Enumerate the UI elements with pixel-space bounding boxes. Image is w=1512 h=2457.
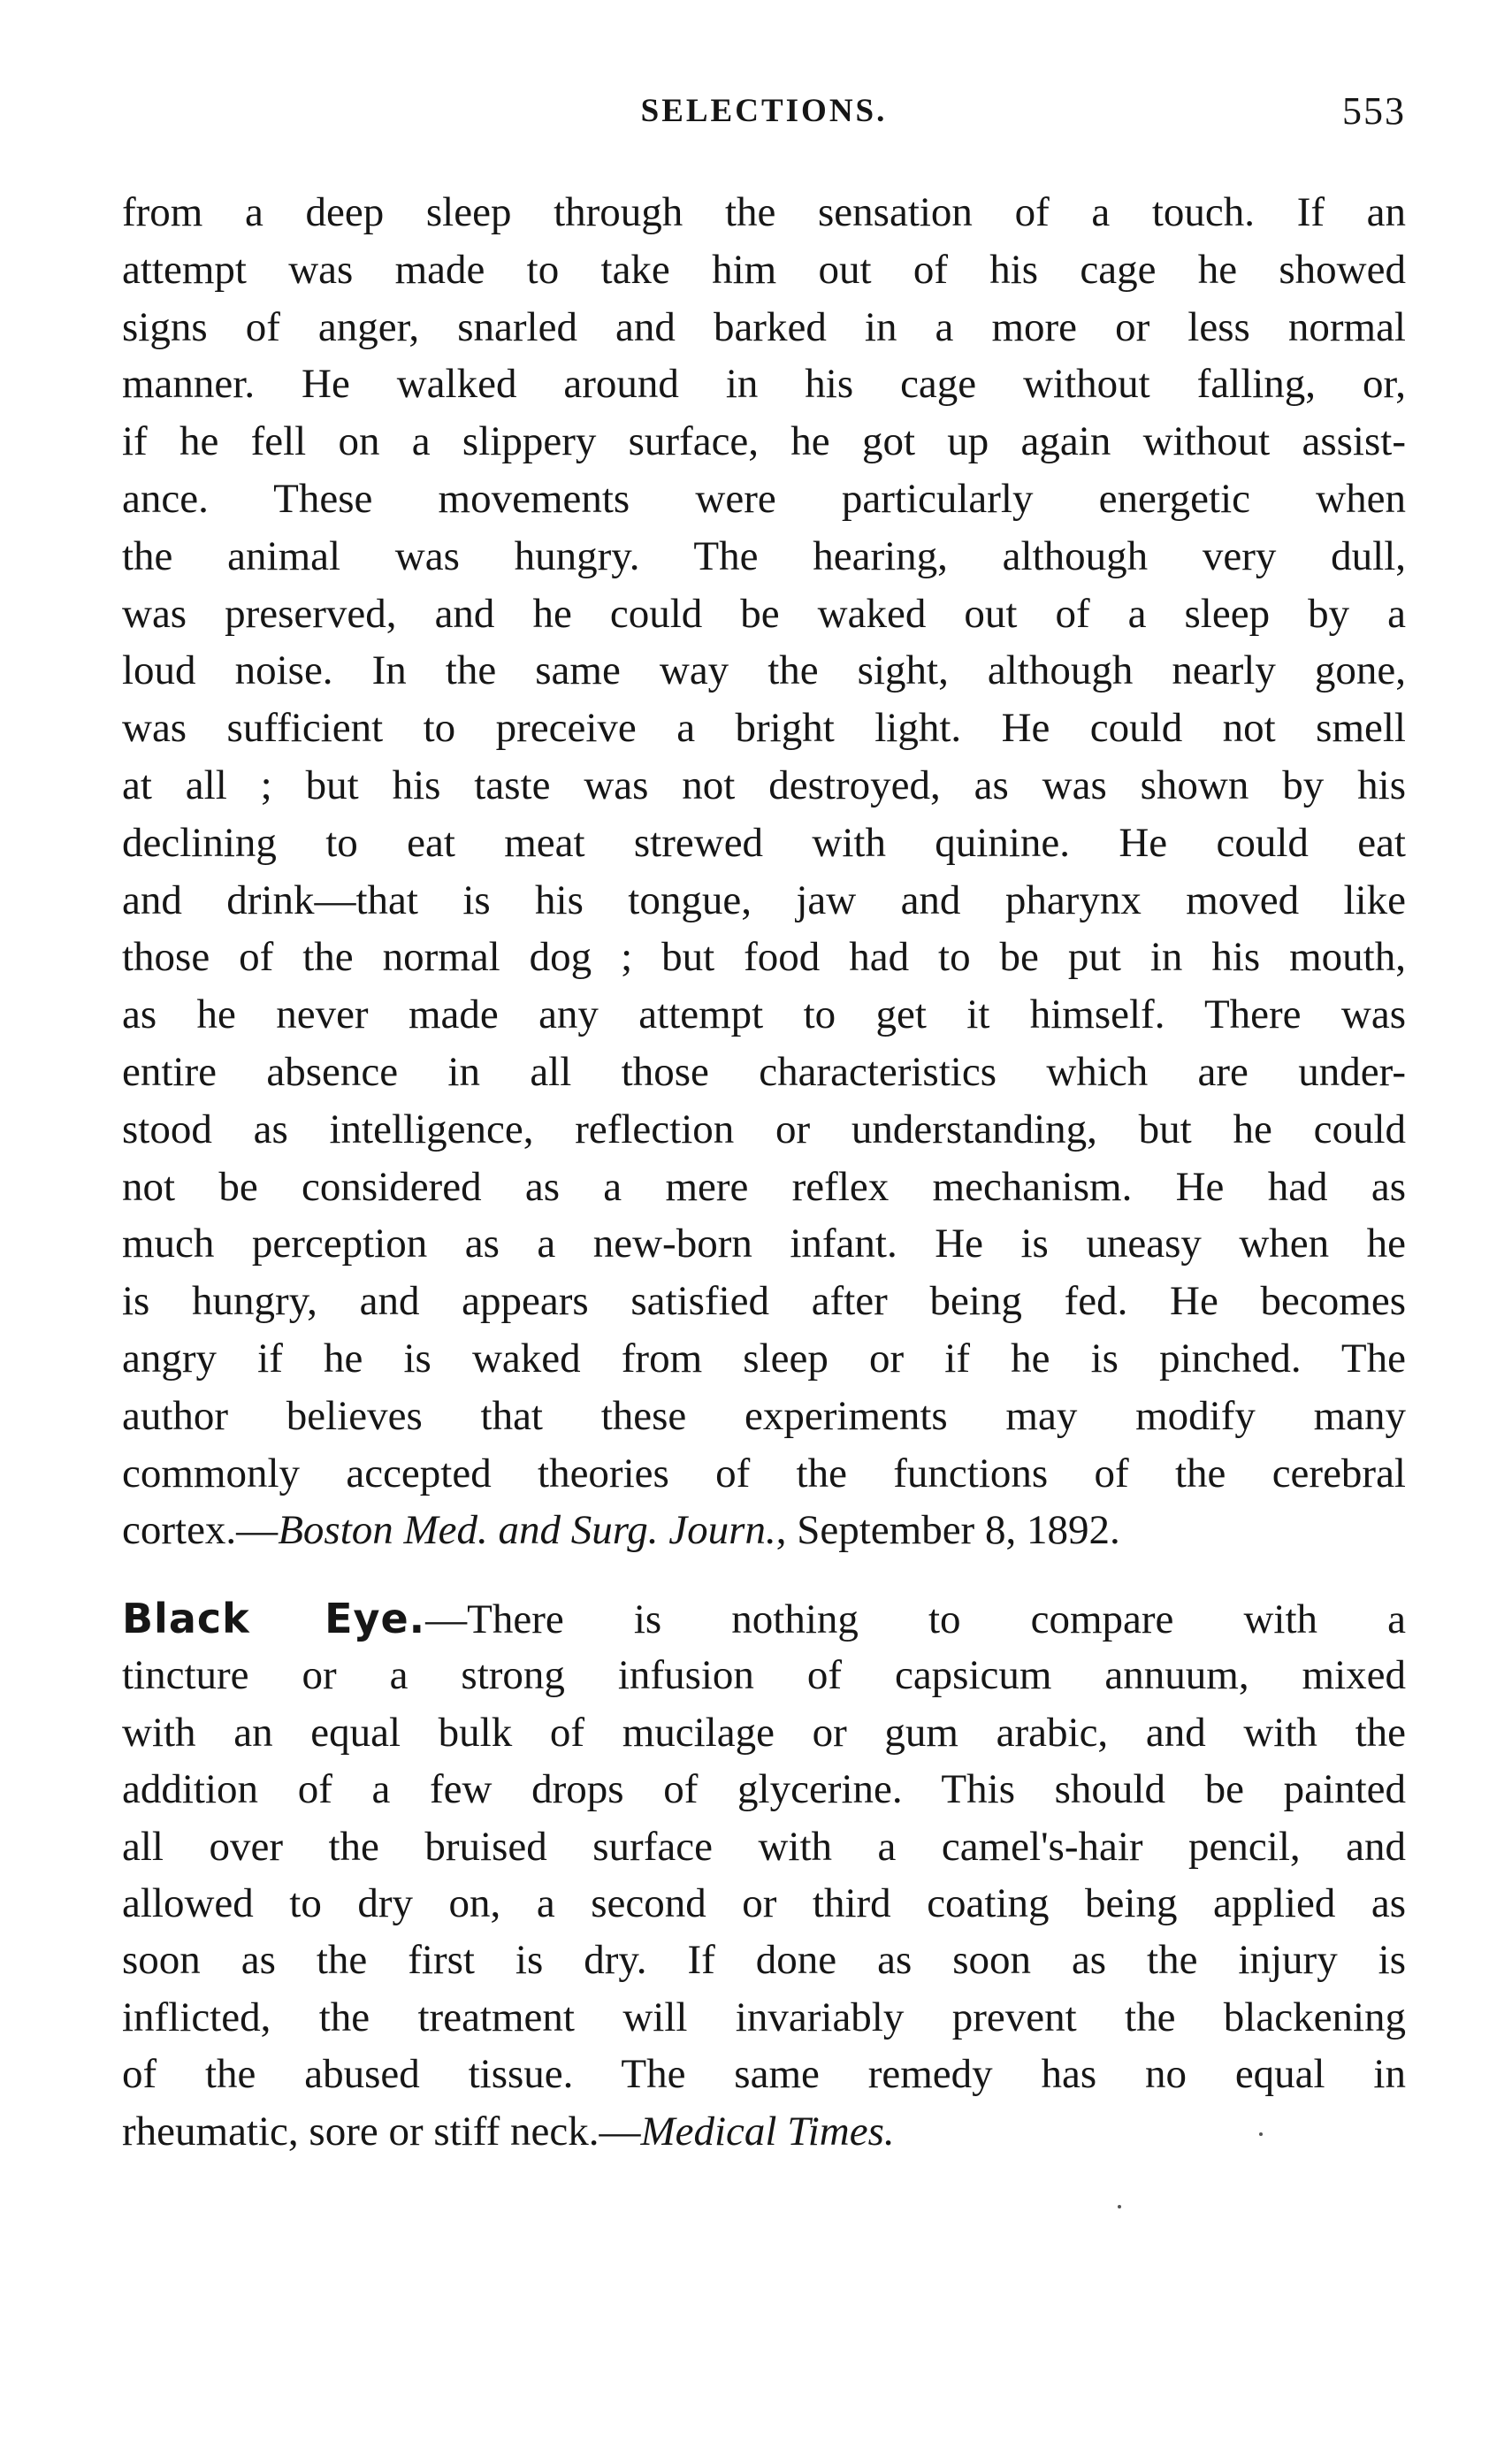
text-line: manner. He walked around in his cage without falling, or,: [122, 361, 1406, 408]
text-line: is hungry, and appears satisfied after being fed. He becomes: [122, 1278, 1406, 1325]
text-line: if he fell on a slippery surface, he got up again without assist-: [122, 418, 1406, 465]
text-line: [122, 1590, 1406, 1647]
text-line: ance. These movements were particularly energetic when: [122, 475, 1406, 522]
text-line: was preserved, and he could be waked out of a sleep by a: [122, 590, 1406, 637]
text-line: angry if he is waked from sleep or if he is pinched. The: [122, 1335, 1406, 1382]
heading-continuation: —There is nothing to compare with a: [425, 1596, 1406, 1642]
print-speck: [1259, 2132, 1263, 2136]
text-line: from a deep sleep through the sensation of a touch. If an: [122, 189, 1406, 235]
text-line: author believes that these experiments may modify many: [122, 1392, 1406, 1439]
citation-date: , September 8, 1892.: [775, 1507, 1120, 1554]
text-line: addition of a few drops of glycerine. This should be painted: [122, 1766, 1406, 1813]
print-speck: [1118, 2205, 1121, 2208]
citation-prefix: rheumatic, sore or stiff neck.—: [122, 2108, 641, 2155]
page-number: 553: [1342, 89, 1406, 133]
text-line: entire absence in all those characteristics which are under-: [122, 1048, 1406, 1095]
text-line: the animal was hungry. The hearing, although very dull,: [122, 532, 1406, 579]
paragraph-one: [122, 184, 1406, 1559]
citation-prefix: cortex.—: [122, 1507, 279, 1554]
text-line: with an equal bulk of mucilage or gum arabic, and with the: [122, 1709, 1406, 1756]
text-line: allowed to dry on, a second or third coating being applied as: [122, 1879, 1406, 1926]
text-line: declining to eat meat strewed with quinine. He could eat: [122, 819, 1406, 866]
citation-line: [122, 2103, 1406, 2160]
text-line: commonly accepted theories of the functions of the cerebral: [122, 1450, 1406, 1496]
text-line: not be considered as a mere reflex mechanism. He had as: [122, 1163, 1406, 1210]
text-line: all over the bruised surface with a camel's-hair pencil, and: [122, 1823, 1406, 1870]
text-line: signs of anger, snarled and barked in a more or less normal: [122, 303, 1406, 350]
citation-source: Medical Times.: [640, 2108, 895, 2155]
text-line: stood as intelligence, reflection or understanding, but he could: [122, 1106, 1406, 1152]
text-line: of the abused tissue. The same remedy has no equal in: [122, 2051, 1406, 2098]
text-line: those of the normal dog ; but food had to be put in his mouth,: [122, 934, 1406, 981]
text-line: was sufficient to preceive a bright light. He could not smell: [122, 705, 1406, 752]
text-line: and drink—that is his tongue, jaw and pharynx moved like: [122, 876, 1406, 923]
running-header: [122, 89, 1406, 145]
text-line: at all ; but his taste was not destroyed, as was shown by his: [122, 762, 1406, 808]
text-line: tincture or a strong infusion of capsicum annuum, mixed: [122, 1652, 1406, 1699]
citation-source: Boston Med. and Surg. Journ.: [278, 1507, 776, 1554]
text-line: much perception as a new-born infant. He is uneasy when he: [122, 1221, 1406, 1267]
text-line: attempt was made to take him out of his cage he showed: [122, 246, 1406, 293]
text-line: soon as the first is dry. If done as soon as the injury is: [122, 1937, 1406, 1984]
running-title: SELECTIONS.: [640, 93, 888, 129]
paragraph-two: [122, 1590, 1406, 2160]
citation-line: [122, 1502, 1406, 1559]
text-line: loud noise. In the same way the sight, although nearly gone,: [122, 647, 1406, 694]
section-heading: Black Eye.: [122, 1595, 426, 1642]
text-line: inflicted, the treatment will invariably prevent the blackening: [122, 1994, 1406, 2040]
text-line: as he never made any attempt to get it himself. There was: [122, 991, 1406, 1038]
